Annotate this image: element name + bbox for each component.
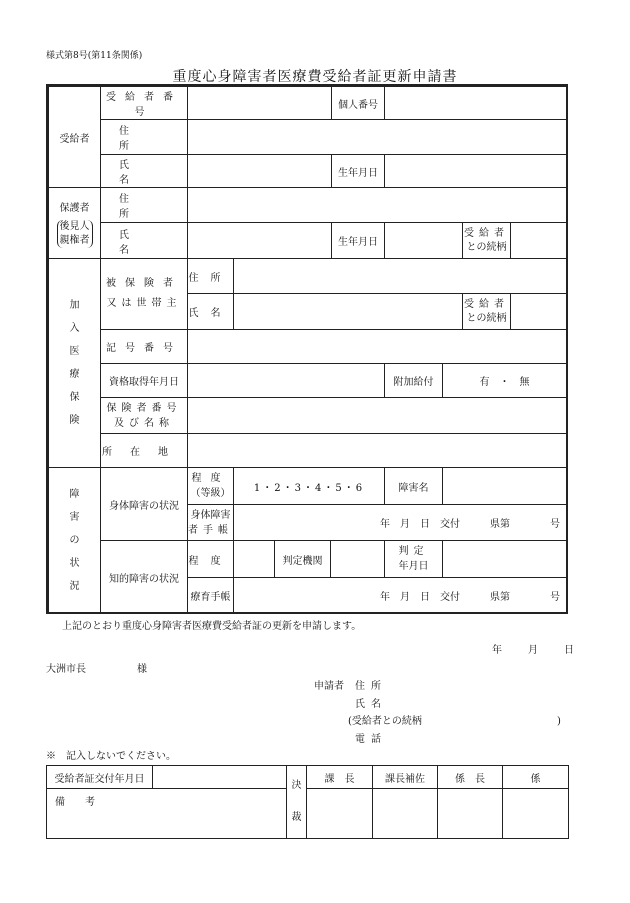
- grade-options[interactable]: 1・2・3・4・5・6: [234, 468, 385, 505]
- guardian-address-field[interactable]: [188, 188, 567, 223]
- insurance-char-4: 療: [69, 369, 80, 380]
- insured-relation-label-2: との続柄: [466, 312, 507, 324]
- approver-head-4: 係: [503, 766, 569, 789]
- applicant-label: 申請者: [314, 681, 344, 692]
- insured-person-label: [101, 259, 188, 330]
- recipient-name-field[interactable]: [188, 155, 332, 188]
- additional-benefit-options[interactable]: 有 ・ 無: [443, 364, 567, 398]
- approver-stamp-4[interactable]: [503, 789, 569, 839]
- guardian-sub-bracket: [57, 220, 93, 248]
- disability-char-4: 状: [69, 558, 80, 569]
- approver-head-3: 係 長: [438, 766, 503, 789]
- personal-number-field[interactable]: [385, 87, 567, 120]
- disability-char-1: 障: [69, 489, 80, 500]
- insured-label-2: 又は世帯主: [106, 298, 182, 309]
- recipient-number-field[interactable]: [188, 87, 332, 120]
- insurer-label-2: 及び名称: [114, 417, 174, 429]
- guardian-address-label: 住所: [101, 188, 188, 223]
- guardian-dob-field[interactable]: [385, 223, 463, 259]
- judgement-label-2: 年月日: [398, 561, 429, 572]
- approver-head-1: 課 長: [307, 766, 373, 789]
- intel-grade-field[interactable]: [234, 541, 275, 577]
- guardian-section-label: [49, 188, 101, 259]
- office-use-table: [46, 765, 569, 839]
- insurance-char-5: 保: [69, 392, 80, 403]
- page-title: 重度心身障害者医療費受給者証更新申請書: [172, 69, 458, 85]
- grade-label-2: （等級）: [190, 488, 231, 499]
- physical-handbook-label: [188, 505, 234, 541]
- applicant-relation-close: ): [557, 716, 561, 727]
- addressee: 大洲市長: [46, 664, 86, 675]
- insured-relation-field[interactable]: [511, 294, 567, 330]
- personal-number-label: 個人番号: [332, 87, 385, 120]
- insurer-label: [101, 398, 188, 434]
- guardian-dob-label: 生年月日: [332, 223, 385, 259]
- insured-relation-label-1: 受給者: [464, 298, 509, 310]
- physical-handbook-label-2: 者手帳: [188, 524, 233, 536]
- approver-head-2: 課長補佐: [373, 766, 438, 789]
- form-number: 様式第8号(第11条関係): [46, 51, 143, 61]
- qualified-date-label: 資格取得年月日: [101, 364, 188, 398]
- insurance-char-3: 医: [69, 346, 80, 357]
- additional-benefit-label: 附加給付: [385, 364, 443, 398]
- remarks-label: 備 考: [55, 797, 95, 808]
- location-label: 所在地: [101, 434, 188, 468]
- guardian-sub-1: 後見人: [59, 220, 90, 232]
- approver-stamp-2[interactable]: [373, 789, 438, 839]
- recipient-address-field[interactable]: [188, 120, 567, 155]
- insurance-section-label: [49, 259, 101, 468]
- physical-handbook-field[interactable]: 年 月 日 交付 県第 号: [234, 505, 567, 541]
- applicant-name-label: 氏名: [355, 699, 387, 710]
- guardian-relation-label: [463, 223, 511, 259]
- qualified-date-field[interactable]: [188, 364, 385, 398]
- insured-name-field[interactable]: [234, 294, 463, 330]
- issue-date-label: 受給者証交付年月日: [47, 766, 153, 789]
- insurer-field[interactable]: [188, 398, 567, 434]
- recipient-name-label: 氏名: [101, 155, 188, 188]
- approval-label: [287, 766, 307, 839]
- judgement-label-1: 判定: [398, 546, 429, 557]
- grade-label: [188, 468, 234, 505]
- judgement-date-label: [385, 541, 443, 578]
- insured-relation-label: [463, 294, 511, 330]
- insured-address-field[interactable]: [234, 259, 567, 294]
- insurance-char-1: 加: [69, 300, 80, 311]
- guardian-relation-field[interactable]: [511, 223, 567, 259]
- applicant-relation-line: (受給者との続柄: [348, 716, 422, 727]
- disability-char-3: の: [69, 535, 80, 546]
- recipient-dob-field[interactable]: [385, 155, 567, 188]
- insurance-char-6: 険: [69, 415, 80, 426]
- insured-label-1: 被保険者: [106, 278, 182, 289]
- intel-grade-subtable: [234, 541, 384, 577]
- office-use-note: ※ 記入しないでください。: [46, 751, 176, 762]
- physical-disability-label: 身体障害の状況: [101, 468, 188, 541]
- addressee-honorific: 様: [137, 664, 147, 675]
- recipient-address-label: 住所: [101, 120, 188, 155]
- recipient-dob-label: 生年月日: [332, 155, 385, 188]
- ryoiku-handbook-label: 療育手帳: [188, 578, 234, 614]
- intel-grade-judging-cell: [234, 541, 385, 578]
- symbol-number-field[interactable]: [188, 330, 567, 364]
- insured-name-label: 氏名: [188, 294, 234, 330]
- approver-stamp-1[interactable]: [307, 789, 373, 839]
- guardian-relation-label-2: との続柄: [466, 241, 507, 253]
- ryoiku-handbook-field[interactable]: 年 月 日 交付 県第 号: [234, 578, 567, 614]
- grade-label-1: 程度: [191, 473, 230, 484]
- guardian-sub-2: 親権者: [59, 234, 90, 246]
- declaration-date[interactable]: 年 月 日: [492, 645, 576, 656]
- insurer-label-1: 保険者番号: [106, 402, 182, 414]
- judgement-date-field[interactable]: [443, 541, 567, 578]
- guardian-label: 保護者: [59, 202, 90, 214]
- recipient-section-label: 受給者: [49, 87, 101, 188]
- disability-char-5: 況: [69, 581, 80, 592]
- guardian-relation-label-1: 受給者: [464, 227, 509, 239]
- judging-body-field[interactable]: [331, 541, 385, 577]
- disability-char-2: 害: [69, 512, 80, 523]
- insured-address-label: 住所: [188, 259, 234, 294]
- insurance-char-2: 入: [69, 323, 80, 334]
- application-table: [48, 86, 567, 614]
- guardian-name-label: 氏名: [101, 223, 188, 259]
- declaration-statement: 上記のとおり重度心身障害者医療費受給者証の更新を申請します。: [62, 621, 362, 632]
- intel-grade-label: 程度: [188, 541, 234, 578]
- issue-date-field[interactable]: [153, 766, 287, 789]
- judging-body-label: 判定機関: [275, 541, 331, 577]
- remarks-cell[interactable]: [47, 789, 287, 839]
- approval-label-2: 裁: [291, 812, 302, 823]
- symbol-number-label: 記号番号: [101, 330, 188, 364]
- disability-section-label: [49, 468, 101, 614]
- office-use-box: [46, 765, 568, 838]
- recipient-number-label: 受給者番号: [101, 87, 188, 120]
- approver-stamp-3[interactable]: [438, 789, 503, 839]
- disability-name-label: 障害名: [385, 468, 443, 505]
- applicant-phone-label: 電話: [355, 734, 387, 745]
- intellectual-disability-label: 知的障害の状況: [101, 541, 188, 614]
- approval-label-1: 決: [291, 780, 302, 791]
- disability-name-field[interactable]: [443, 468, 567, 505]
- physical-handbook-label-1: 身体障害: [190, 509, 231, 521]
- applicant-address-label: 住所: [355, 681, 387, 692]
- guardian-name-field[interactable]: [188, 223, 332, 259]
- main-form: [46, 84, 568, 614]
- location-field[interactable]: [188, 434, 567, 468]
